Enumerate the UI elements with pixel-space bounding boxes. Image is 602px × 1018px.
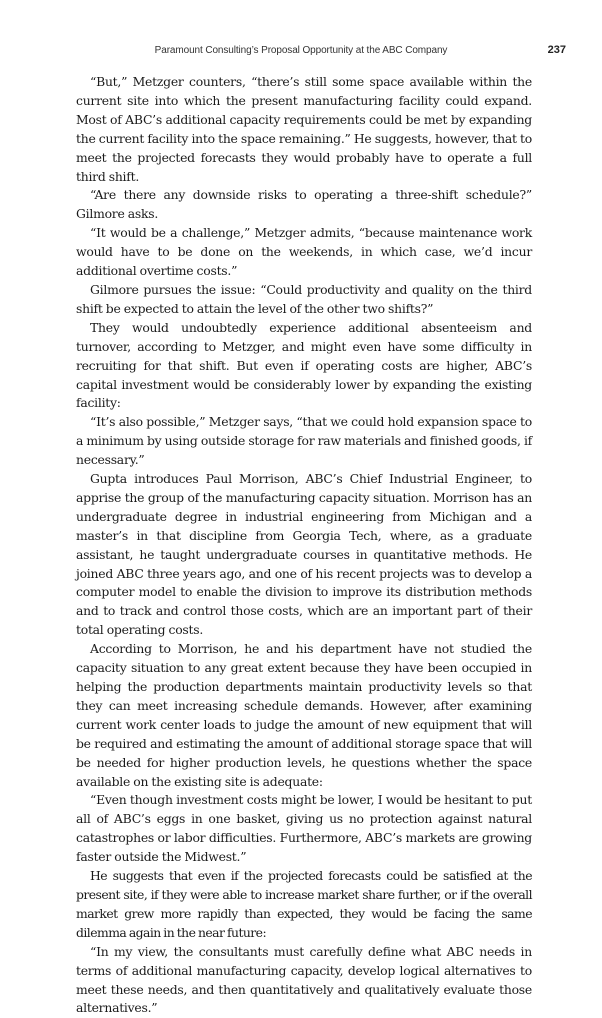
page-number: 237 [547, 44, 566, 56]
running-head [0, 45, 602, 59]
paragraph: “Even though investment costs might be lower, I would be hesitant to put all of ABC’s eggs in one basket, giving us no protection against natural catastrophes or labor difficulties. Furthermore, ABC’s markets are growing faster outside the Midwest.” [76, 792, 532, 865]
paragraph: Gupta introduces Paul Morrison, ABC’s Chief Industrial Engineer, to apprise the group of the manufacturing capacity situation. Morrison has an undergraduate degree in industrial engineering from Michigan and a master’s in that discipline from Georgia Tech, where, as a graduate assistant, he taught undergraduate courses in quantitative methods. He joined ABC three years ago, and one of his recent projects was to develop a computer model to enable the division to improve its distribution methods and to track and control those costs, which are an important part of their total operating costs. [76, 471, 532, 638]
paragraph: “It’s also possible,” Metzger says, “that we could hold expansion space to a minimum by using outside storage for raw materials and finished goods, if necessary.” [76, 414, 532, 468]
running-title: Paramount Consulting’s Proposal Opportunity at the ABC Company [154, 45, 448, 56]
paragraph: “Are there any downside risks to operating a three-shift schedule?” Gilmore asks. [76, 187, 532, 222]
body-text [76, 73, 532, 1018]
paragraph: “It would be a challenge,” Metzger admits, “because maintenance work would have to be done on the weekends, in which case, we’d incur additional overtime costs.” [76, 225, 532, 279]
paragraph: Gilmore pursues the issue: “Could productivity and quality on the third shift be expected to attain the level of the other two shifts?” [76, 281, 532, 316]
paragraph: He suggests that even if the projected forecasts could be satisfied at the present site, if they were able to increase market share further, or if the overall market grew more rapidly than expected, they would be facing the same dilemma again in the near future: [76, 868, 532, 940]
paragraph: According to Morrison, he and his department have not studied the capacity situation to any great extent because they have been occupied in helping the production departments maintain productivity levels so that they can meet increasing schedule demands. However, after examining current work center loads to judge the amount of new equipment that will be required and estimating the amount of additional storage space that will be needed for higher production levels, he questions whether the space available on the existing site is adequate: [76, 641, 532, 789]
paragraph: They would undoubtedly experience additional absenteeism and turnover, according to Metzger, and might even have some difficulty in recruiting for that shift. But even if operating costs are higher, ABC’s capital investment would be considerably lower by expanding the existing facility: [76, 319, 532, 411]
paragraph: “In my view, the consultants must carefully define what ABC needs in terms of additional manufacturing capacity, develop logical alternatives to meet these needs, and then quantitatively and qualitatively evaluate those alternatives.” [76, 943, 532, 1016]
paragraph: “But,” Metzger counters, “there’s still some space available within the current site into which the present manufacturing facility could expand. Most of ABC’s additional capacity requirements could be met by expanding the current facility into the space remaining.” He suggests, however, that to meet the projected forecasts they would probably have to operate a full third shift. [76, 74, 532, 184]
